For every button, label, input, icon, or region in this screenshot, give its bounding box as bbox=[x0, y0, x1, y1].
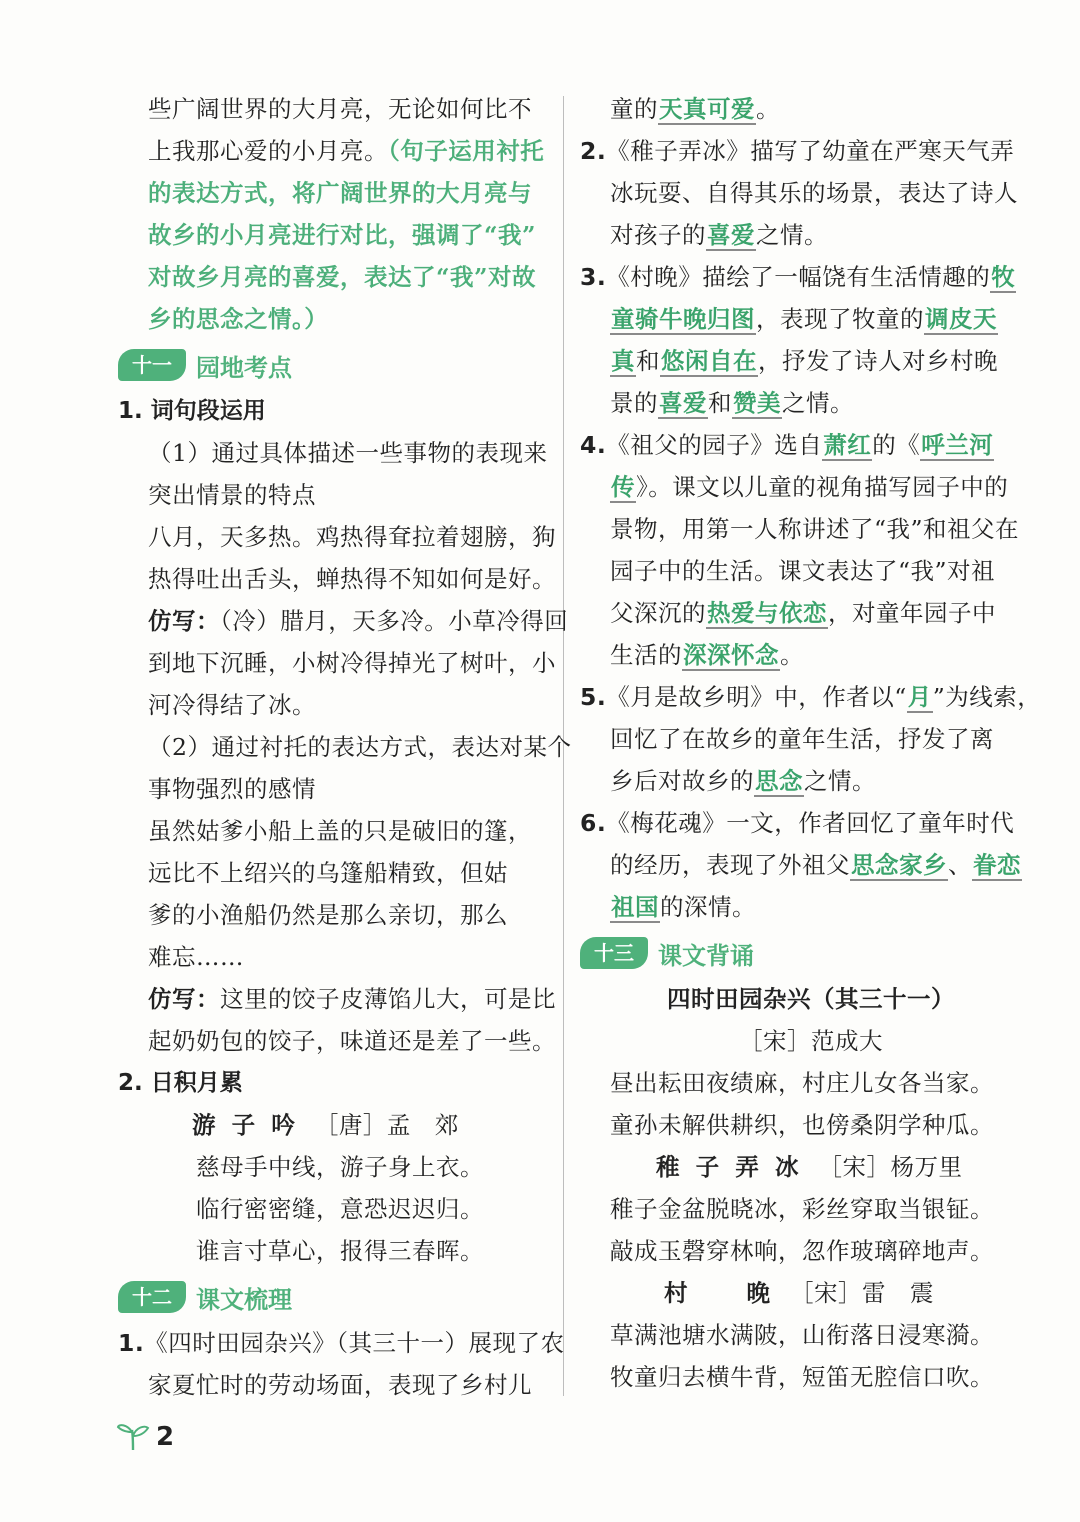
poem-author: ［宋］范成大 bbox=[739, 1027, 883, 1055]
text-span: 《梅花魂》一文，作者回忆了童年时代 bbox=[606, 809, 1015, 837]
poem-title bbox=[580, 978, 1012, 1020]
answer: 思念家乡 bbox=[851, 851, 947, 879]
text-line bbox=[580, 886, 1012, 928]
item-number: 6. bbox=[580, 809, 607, 837]
text-span: 这里的饺子皮薄馅儿大，可是比 bbox=[220, 985, 556, 1013]
text-span: 《月是故乡明》中，作者以“ bbox=[606, 683, 907, 711]
section-badge: 十一 bbox=[118, 349, 186, 381]
poem-author: ［宋］杨万里 bbox=[818, 1153, 963, 1181]
text-span: ，抒发了诗人对乡村晚 bbox=[758, 347, 998, 375]
poem-line: 草满池塘水满陂，山衔落日浸寒漪。 bbox=[610, 1321, 994, 1349]
imitation-label: 仿写： bbox=[148, 607, 220, 635]
question-heading bbox=[118, 390, 550, 432]
text-span: 之情。 bbox=[756, 221, 828, 249]
text-line bbox=[580, 130, 1015, 172]
text-line bbox=[580, 676, 1042, 718]
poem-line: 临行密密缝，意恐迟迟归。 bbox=[196, 1195, 484, 1223]
poem-author: ［唐］孟 郊 bbox=[314, 1111, 459, 1139]
question-title: 词句段运用 bbox=[150, 398, 266, 424]
poem-line: 慈母手中线，游子身上衣。 bbox=[196, 1153, 484, 1181]
answer: 喜爱 bbox=[707, 221, 755, 249]
text-line: 突出情景的特点 bbox=[148, 481, 316, 509]
text-line: 河冷得结了冰。 bbox=[148, 691, 316, 719]
note-line: 故乡的小月亮进行对比，强调了“我” bbox=[148, 221, 537, 249]
answer: 深深怀念 bbox=[683, 641, 779, 669]
item-number: 5. bbox=[580, 683, 607, 711]
text-line: 回忆了在故乡的童年生活，抒发了离 bbox=[610, 725, 994, 753]
text-span: 和 bbox=[636, 347, 660, 375]
text-line: 八月，天多热。鸡热得耷拉着翅膀，狗 bbox=[148, 523, 556, 551]
text-line bbox=[118, 1322, 565, 1364]
question-title: 日积月累 bbox=[150, 1070, 243, 1096]
text-span: 对孩子的 bbox=[610, 221, 706, 249]
text-line: 起奶奶包的饺子，味道还是差了一些。 bbox=[148, 1027, 556, 1055]
note-line: 乡的思念之情。） bbox=[148, 305, 329, 333]
text-line bbox=[580, 214, 1012, 256]
text-line: 事物强烈的感情 bbox=[148, 775, 316, 803]
text-span: ”为线索， bbox=[932, 683, 1042, 711]
text-line bbox=[580, 466, 1012, 508]
question-number: 2. bbox=[118, 1070, 143, 1096]
text-span: 《村晚》描绘了一幅饶有生活情趣的 bbox=[606, 263, 991, 291]
answer: 天真可爱 bbox=[659, 95, 755, 123]
text-line: 冰玩耍、自得其乐的场景，表达了诗人 bbox=[610, 179, 1018, 207]
text-span: 乡后对故乡的 bbox=[610, 767, 754, 795]
text-span: 之情。 bbox=[804, 767, 876, 795]
text-line: 家夏忙时的劳动场面，表现了乡村儿 bbox=[148, 1371, 532, 1399]
poem-title-text: 村 晚 bbox=[664, 1279, 774, 1307]
text-span: 《祖父的园子》选自 bbox=[606, 431, 823, 459]
item-number: 4. bbox=[580, 431, 607, 459]
item-number: 3. bbox=[580, 263, 607, 291]
text-span: 童的 bbox=[610, 95, 658, 123]
answer: 牧 bbox=[991, 263, 1016, 291]
note-line: 的表达方式，将广阔世界的大月亮与 bbox=[148, 179, 532, 207]
right-column bbox=[580, 88, 1042, 1398]
note-span: （句子运用衬托 bbox=[388, 137, 545, 165]
page-footer bbox=[116, 1418, 174, 1456]
text-line: 爹的小渔船仍然是那么亲切，那么 bbox=[148, 901, 508, 929]
item-number: 1. bbox=[118, 1329, 145, 1357]
text-span: 之情。 bbox=[782, 389, 854, 417]
poem-heading bbox=[580, 1272, 1012, 1314]
text-span: 的《 bbox=[872, 431, 921, 459]
text-line bbox=[580, 298, 1012, 340]
left-column bbox=[118, 88, 572, 1406]
text-span: 生活的 bbox=[610, 641, 682, 669]
poem-heading bbox=[580, 1146, 1012, 1188]
page-number: 2 bbox=[156, 1422, 175, 1452]
text-line: 虽然姑爹小船上盖的只是破旧的篷， bbox=[148, 817, 532, 845]
poem-line: 牧童归去横牛背，短笛无腔信口吹。 bbox=[610, 1363, 994, 1391]
poem-title: 游 子 吟 bbox=[192, 1111, 299, 1139]
poem-line: 童孙未解供耕织，也傍桑阴学种瓜。 bbox=[610, 1111, 994, 1139]
text-line: 园子中的生活。课文表达了“我”对祖 bbox=[610, 557, 996, 585]
text-line: 难忘…… bbox=[148, 943, 244, 971]
section-header-11 bbox=[118, 342, 550, 388]
imitation-label: 仿写： bbox=[148, 985, 220, 1013]
text-line: 景物，用第一人称讲述了“我”和祖父在 bbox=[610, 515, 1020, 543]
text-line: 热得吐出舌头，蝉热得不知如何是好。 bbox=[148, 565, 556, 593]
text-span: ，对童年园子中 bbox=[828, 599, 996, 627]
text-line bbox=[118, 130, 550, 172]
text-span: 。 bbox=[756, 95, 780, 123]
section-badge: 十三 bbox=[580, 937, 648, 969]
answer: 眷恋 bbox=[973, 851, 1021, 879]
poem-title-text: 四时田园杂兴（其三十一） bbox=[667, 985, 955, 1013]
section-badge: 十二 bbox=[118, 1281, 186, 1313]
text-span: 《稚子弄冰》描写了幼童在严寒天气弄 bbox=[606, 137, 1015, 165]
text-span: 、 bbox=[948, 851, 972, 879]
text-line bbox=[580, 844, 1021, 886]
poem-line: 敲成玉磬穿林响，忽作玻璃碎地声。 bbox=[610, 1237, 994, 1265]
answer: 祖国 bbox=[611, 893, 659, 921]
section-title: 课文梳理 bbox=[196, 1285, 292, 1314]
text-line: （2）通过衬托的表达方式，表达对某个 bbox=[148, 733, 572, 761]
answer: 悠闲自在 bbox=[661, 347, 757, 375]
text-span: 《四时田园杂兴》（其三十一）展现了农 bbox=[144, 1329, 565, 1357]
text-span: ，表现了牧童的 bbox=[756, 305, 924, 333]
text-line: 到地下沉睡，小树冷得掉光了树叶，小 bbox=[148, 649, 556, 677]
poem-heading bbox=[118, 1104, 550, 1146]
text-line bbox=[118, 600, 569, 642]
text-line bbox=[580, 424, 1012, 466]
section-title: 园地考点 bbox=[196, 353, 292, 382]
text-line bbox=[580, 340, 1012, 382]
text-line bbox=[580, 88, 1012, 130]
answer: 思念 bbox=[755, 767, 803, 795]
text-span: 》。课文以儿童的视角描写园子中的 bbox=[636, 473, 1009, 501]
text-line: 些广阔世界的大月亮，无论如何比不 bbox=[148, 95, 532, 123]
answer: 传 bbox=[611, 473, 635, 501]
text-span: 。 bbox=[780, 641, 804, 669]
text-line bbox=[580, 592, 1012, 634]
text-line bbox=[580, 382, 1012, 424]
text-span: 的经历，表现了外祖父 bbox=[610, 851, 850, 879]
answer: 热爱与依恋 bbox=[707, 599, 827, 627]
answer: 呼兰河 bbox=[921, 431, 994, 459]
section-header-13 bbox=[580, 930, 1012, 976]
answer: 调皮天 bbox=[925, 305, 997, 333]
poem-author: ［宋］雷 震 bbox=[789, 1279, 934, 1307]
text-span: 景的 bbox=[610, 389, 658, 417]
answer: 童骑牛晚归图 bbox=[611, 305, 755, 333]
text-span: 父深沉的 bbox=[610, 599, 706, 627]
section-header-12 bbox=[118, 1274, 550, 1320]
answer: 萧红 bbox=[823, 431, 872, 459]
question-number: 1. bbox=[118, 398, 143, 424]
text-span: 的深情。 bbox=[660, 893, 756, 921]
text-span: 和 bbox=[708, 389, 732, 417]
note-line: 对故乡月亮的喜爱，表达了“我”对故 bbox=[148, 263, 537, 291]
poem-line: 昼出耘田夜绩麻，村庄儿女各当家。 bbox=[610, 1069, 994, 1097]
text-line bbox=[580, 256, 1016, 298]
answer: 真 bbox=[611, 347, 635, 375]
text-line bbox=[580, 802, 1015, 844]
answer: 月 bbox=[907, 683, 932, 711]
section-title: 课文背诵 bbox=[658, 941, 754, 970]
text-line: 远比不上绍兴的乌篷船精致，但姑 bbox=[148, 859, 508, 887]
text-line bbox=[580, 634, 1012, 676]
answer: 喜爱 bbox=[659, 389, 707, 417]
question-heading bbox=[118, 1062, 550, 1104]
poem-line: 谁言寸草心，报得三春晖。 bbox=[196, 1237, 484, 1265]
text-line bbox=[580, 760, 1012, 802]
text-line bbox=[118, 978, 556, 1020]
text-span: 上我那心爱的小月亮。 bbox=[148, 137, 388, 165]
poem-line: 稚子金盆脱晓冰，彩丝穿取当银钲。 bbox=[610, 1195, 994, 1223]
answer: 赞美 bbox=[733, 389, 781, 417]
item-number: 2. bbox=[580, 137, 607, 165]
text-span: （冷）腊月，天多冷。小草冷得回 bbox=[220, 607, 569, 635]
text-line: （1）通过具体描述一些事物的表现来 bbox=[148, 439, 548, 467]
poem-title-text: 稚 子 弄 冰 bbox=[656, 1153, 803, 1181]
sprout-icon bbox=[116, 1418, 150, 1456]
